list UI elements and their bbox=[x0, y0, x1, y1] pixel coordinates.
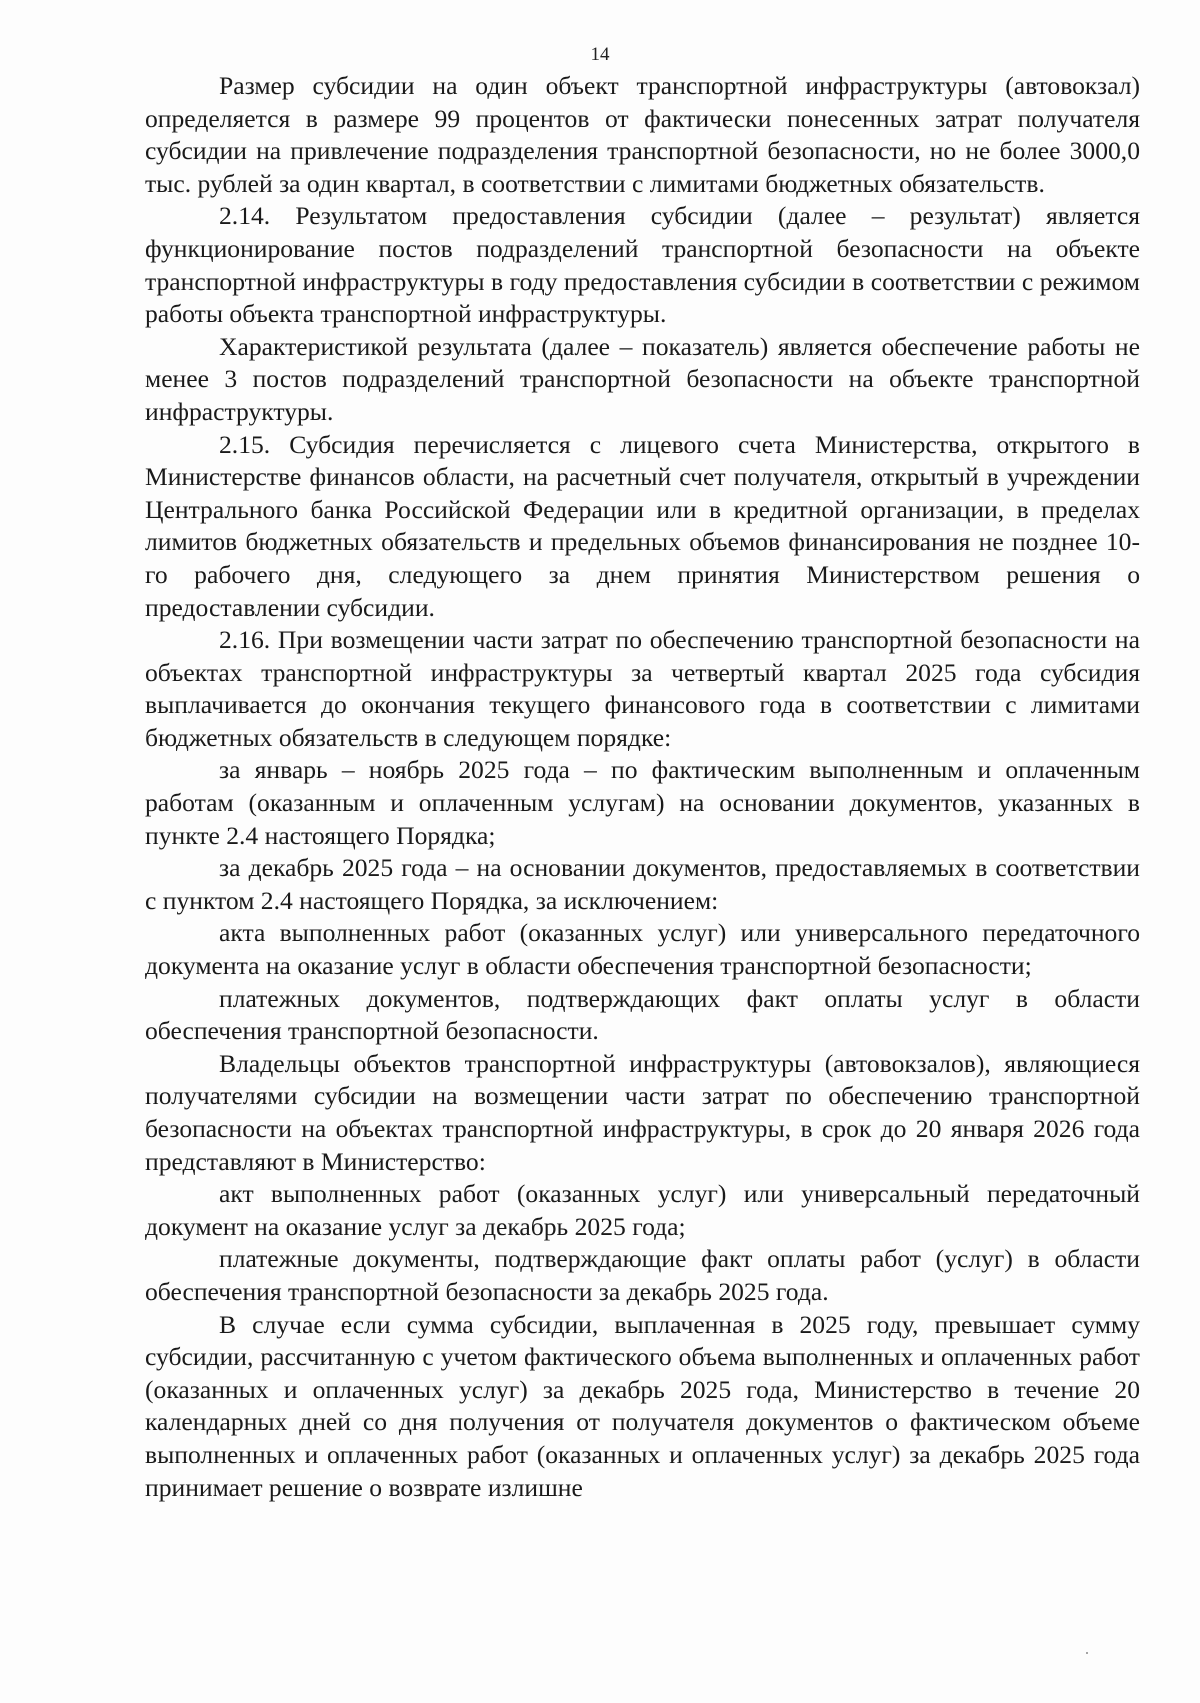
paragraph-december: за декабрь 2025 года – на основании документов, предоставляемых в соответствии с пунктом 2.4 настоящего Порядка, за исключением: bbox=[145, 853, 1140, 915]
paragraph-exception-payments: платежных документов, подтверждающих факт оплаты услуг в области обеспечения транспортной безопасности. bbox=[145, 983, 1140, 1046]
paragraph-subsidy-size: Размер субсидии на один объект транспортной инфраструктуры (автовокзал) определяется в размере 99 процентов от фактически понесенных затрат получателя субсидии на привлечение подразделения транспортной безопасности, но не более 3000,0 тыс. рублей за один квартал, в соответствии с лимитами бюджетных обязательств. bbox=[145, 71, 1140, 198]
paragraph-2-14-result: 2.14. Результатом предоставления субсидии (далее – результат) является функционирование постов подразделений транспортной безопасности на объекте транспортной инфраструктуры в году предоставления субсидии в соответствии с режимом работы объекта транспортной инфраструктуры. bbox=[145, 201, 1140, 329]
paragraph-jan-nov: за январь – ноябрь 2025 года – по фактическим выполненным и оплаченным работам (оказанным и оплаченным услугам) на основании документов, указанных в пункте 2.4 настоящего Порядка; bbox=[145, 755, 1140, 850]
paragraph-excess-subsidy: В случае если сумма субсидии, выплаченная в 2025 году, превышает сумму субсидии, рассчитанную с учетом фактического объема выполненных и оплаченных работ (оказанных и оплаченных услуг) за декабрь 2025 года, Министерство в течение 20 календарных дней со дня получения от получателя документов о фактическом объеме выполненных и оплаченных работ (оказанных и оплаченных услуг) за декабрь 2025 года принимает решение о возврате излишне bbox=[145, 1309, 1140, 1502]
paragraph-owners-payments: платежные документы, подтверждающие факт оплаты работ (услуг) в области обеспечения транспортной безопасности за декабрь 2025 года. bbox=[145, 1244, 1140, 1306]
page-number: 14 bbox=[590, 44, 610, 65]
paragraph-2-15-transfer: 2.15. Субсидия перечисляется с лицевого счета Министерства, открытого в Министерстве финансов области, на расчетный счет получателя, открытый в учреждении Центрального банка Российской Федерации или в кредитной организации, в пределах лимитов бюджетных обязательств и предельных объемов финансирования не позднее 10-го рабочего дня, следующего за днем принятия Министерством решения о предоставлении субсидии. bbox=[145, 429, 1140, 622]
paragraph-owners: Владельцы объектов транспортной инфраструктуры (автовокзалов), являющиеся получателями субсидии на возмещении части затрат по обеспечению транспортной безопасности на объектах транспортной инфраструктуры, в срок до 20 января 2026 года представляют в Министерство: bbox=[145, 1048, 1140, 1176]
paragraph-owners-act: акт выполненных работ (оказанных услуг) или универсальный передаточный документ на оказание услуг за декабрь 2025 года; bbox=[145, 1179, 1140, 1241]
paragraph-exception-act: акта выполненных работ (оказанных услуг) или универсального передаточного документа на оказание услуг в области обеспечения транспортной безопасности; bbox=[145, 918, 1140, 981]
paragraph-2-16-q4-compensation: 2.16. При возмещении части затрат по обеспечению транспортной безопасности на объектах транспортной инфраструктуры за четвертый квартал 2025 года субсидия выплачивается до окончания текущего финансового года в соответствии с лимитами бюджетных обязательств в следующем порядке: bbox=[145, 625, 1140, 752]
document-body bbox=[145, 70, 1140, 1504]
scan-speck bbox=[1086, 1652, 1088, 1654]
paragraph-result-indicator: Характеристикой результата (далее – показатель) является обеспечение работы не менее 3 постов подразделений транспортной безопасности на объекте транспортной инфраструктуры. bbox=[145, 331, 1140, 426]
